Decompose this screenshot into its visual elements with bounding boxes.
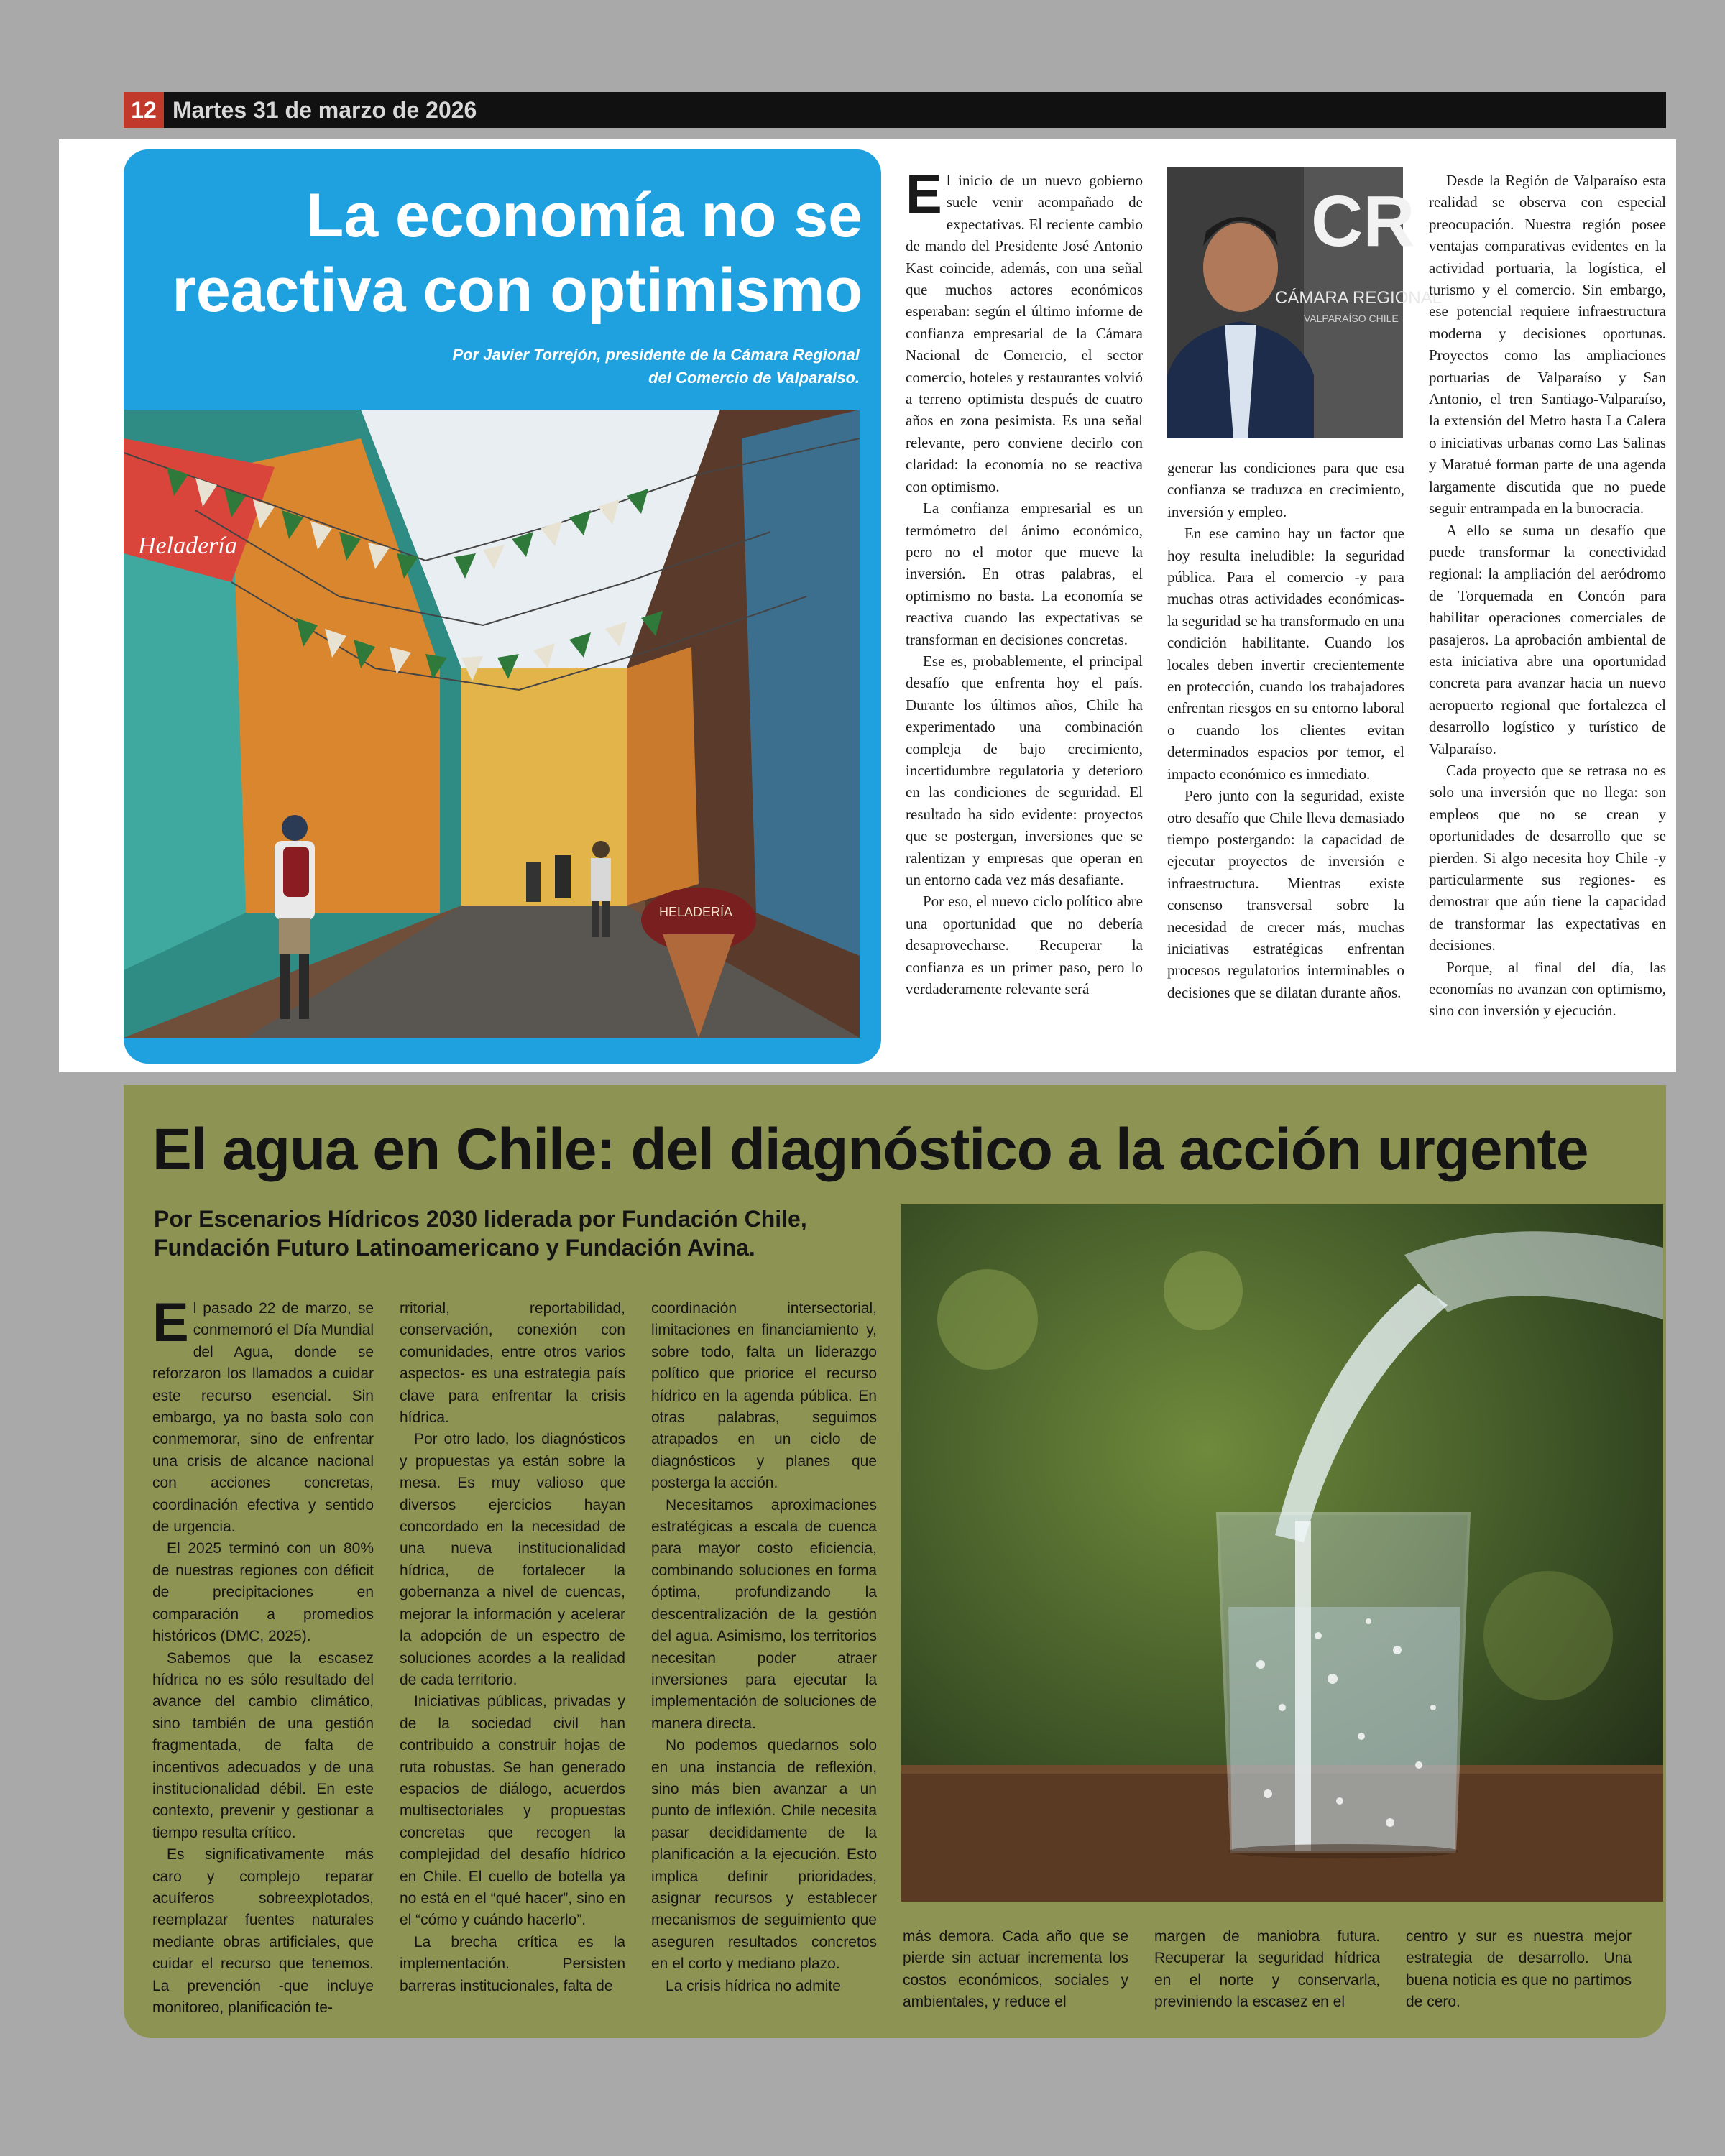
paragraph: margen de maniobra futura. Recuperar la seguridad hídrica en el norte y conservarla, previniendo la escasez en el [1154, 1928, 1380, 2011]
paragraph: A ello se suma un desafío que puede transformar la conectividad regional: la ampliación del aeródromo de Torquemada en Concón para habilitar operaciones comerciales de pasajeros. La aprobación ambiental de esta iniciativa abre una oportunidad concreta para avanzar hacia un nuevo aeropuerto regional que fortalezca el desarrollo logístico y turístico de Valparaíso. [1429, 521, 1666, 757]
paragraph: Es significativamente más caro y complejo reparar acuíferos sobreexplotados, reemplazar fuentes naturales mediante obras artificiales, que cuidar el recurso que tenemos. La prevención -que incluye monitoreo, planificación te- [152, 1846, 374, 2016]
article2-column-1 [152, 1292, 374, 2019]
paragraph: La crisis hídrica no admite [666, 1977, 841, 1994]
author-portrait [1167, 167, 1443, 438]
heladeria-sign: Heladería [138, 533, 237, 559]
paragraph: coordinación intersectorial, limitaciones en financiamiento y, sobre todo, falta un liderazgo político que priorice el recurso hídrico en la agenda pública. En otras palabras, seguimos atrapados en un ciclo de diagnósticos y planes que posterga la acción. [651, 1300, 877, 1492]
page-header [124, 92, 1666, 128]
street-photo [124, 410, 860, 1038]
article2-title: El agua en Chile: del diagnóstico a la acción urgente [152, 1117, 1588, 1182]
paragraph: Cada proyecto que se retrasa no es solo una inversión que no llega: son empleos que no se crean y oportunidades de desarrollo que se pierden. Si algo necesita hoy Chile -y particularmente sus regiones- es demostrar que aún tiene la capacidad de transformar las expectativas en decisiones. [1429, 761, 1666, 954]
logo-subtitle: VALPARAÍSO CHILE [1304, 313, 1399, 324]
paragraph: generar las condiciones para que esa confianza se traduzca en crecimiento, inversión y empleo. [1167, 459, 1404, 520]
article2-column-4 [903, 1926, 1128, 2014]
article1-title: La economía no se reactiva con optimismo [172, 181, 862, 325]
svg-text:CR: CR [1311, 181, 1415, 262]
camara-regional-logo: CÁMARA REGIONAL [1275, 288, 1443, 308]
paragraph: El 2025 terminó con un 80% de nuestras regiones con déficit de precipitaciones en comparación a promedios históricos (DMC, 2025). [152, 1540, 374, 1645]
article1-byline: Por Javier Torrejón, presidente de la Cámara Regional del Comercio de Valparaíso. [452, 346, 860, 387]
page-date: Martes 31 de marzo de 2026 [172, 97, 477, 123]
paragraph: Necesitamos aproximaciones estratégicas a escala de cuenca para mayor costo eficiencia, combinando soluciones en forma óptima, profundizando la descentralización de la gestión del agua. Asimismo, los territorios necesitan poder atraer inversiones para ejecutar la implementación de soluciones de manera directa. [651, 1496, 877, 1732]
water-glass-image [901, 1204, 1663, 1902]
article2-column-2 [400, 1298, 625, 1997]
paragraph: La confianza empresarial es un termómetro del ánimo económico, pero no el motor que mueve la inversión. En otras palabras, el optimismo no basta. La economía se reactiva cuando las expectativas se transforman en decisiones concretas. [906, 499, 1143, 648]
page-number: 12 [124, 92, 164, 128]
heladeria-sign-2: HELADERÍA [659, 905, 733, 919]
article1-column-3 [1429, 170, 1666, 1022]
article2-column-5 [1154, 1926, 1380, 2014]
article2-byline: Por Escenarios Hídricos 2030 liderada por Fundación Chile, Fundación Futuro Latinoamericano y Fundación Avina. [154, 1206, 807, 1261]
paragraph: La brecha crítica es la implementación. Persisten barreras institucionales, falta de [400, 1933, 625, 1994]
paragraph: Por eso, el nuevo ciclo político abre una oportunidad que no debería desaprovecharse. Recuperar la confianza es un primer paso, pero lo verdaderamente relevante será [906, 893, 1143, 998]
paragraph: Pero junto con la seguridad, existe otro desafío que Chile lleva demasiado tiempo postergando: la capacidad de ejecutar proyectos de inversión e infraestructura. Mientras existe consenso transversal sobre la necesidad de crecer más, muchas iniciativas estratégicas enfrentan procesos regulatorios interminables o decisiones que se dilatan durante años. [1167, 787, 1404, 1001]
dropcap: E [152, 1292, 189, 1353]
paragraph: No podemos quedarnos solo en una instancia de reflexión, sino más bien avanzar a un punto de inflexión. Chile necesita pasar decididamente de la planificación a la ejecución. Esto implica definir prioridades, asignar recursos y establecer mecanismos de seguimiento que aseguren resultados concretos en el corto y mediano plazo. [651, 1737, 877, 1973]
article1-column-2 [1167, 457, 1404, 1003]
valparaiso-street-image [124, 410, 860, 1038]
paragraph: centro y sur es nuestra mejor estrategia de desarrollo. Una buena noticia es que no partimos de cero. [1406, 1928, 1632, 2011]
article2-column-3 [651, 1298, 877, 1997]
author-photo [1167, 167, 1443, 438]
paragraph: rritorial, reportabilidad, conservación, conexión con comunidades, entre otros varios aspectos- es una estrategia país clave para enfrentar la crisis hídrica. [400, 1300, 625, 1427]
paragraph: En ese camino hay un factor que hoy resulta ineludible: la seguridad pública. Para el comercio -y para muchas otras actividades económicas- la seguridad se ha transformado en una condición habilitante. Cuando los locales deben invertir crecientemente en protección, cuando los trabajadores enfrentan riesgos en su entorno laboral o cuando los clientes evitan determinados espacios por temor, el impacto económico es inmediato. [1167, 525, 1404, 783]
paragraph: l pasado 22 de marzo, se conmemoró el Día Mundial del Agua, donde se reforzaron los llamados a cuidar este recurso esencial. Sin embargo, ya no basta solo con conmemorar, sino de enfrentar una crisis de alcance nacional con acciones concretas, coordinación efectiva y sentido de urgencia. [152, 1300, 374, 1536]
paragraph: Iniciativas públicas, privadas y de la sociedad civil han contribuido a construir hojas de ruta robustas. Se han generado espacios de diálogo, acuerdos multisectoriales y propuestas concretas que recogen la complejidad del desafío hídrico en Chile. El cuello de botella ya no está en el “qué hacer”, sino en el “cómo y cuándo hacerlo”. [400, 1693, 625, 1929]
paragraph: Por otro lado, los diagnósticos y propuestas ya están sobre la mesa. Es muy valioso que diversos ejercicios hayan concordado en la necesidad de una nueva institucionalidad hídrica, de fortalecer la gobernanza a nivel de cuencas, mejorar la información y acelerar la adopción de un espectro de soluciones acordes a la realidad de cada territorio. [400, 1431, 625, 1688]
dropcap: E [906, 164, 942, 225]
paragraph: más demora. Cada año que se pierde sin actuar incrementa los costos económicos, sociales y ambientales, y reduce el [903, 1928, 1128, 2011]
paragraph: Ese es, probablemente, el principal desafío que enfrenta hoy el país. Durante los últimos años, Chile ha experimentado una combinación compleja de bajo crecimiento, incertidumbre regulatoria y deterioro en las condiciones de seguridad. El resultado ha sido evidente: proyectos que se postergan, inversiones que se ralentizan y empresas que operan en un entorno cada vez más desafiante. [906, 652, 1143, 888]
paragraph: Porque, al final del día, las economías no avanzan con optimismo, sino con inversión y ejecución. [1429, 958, 1666, 1020]
paragraph: Sabemos que la escasez hídrica no es sólo resultado del avance del cambio climático, sino también de una gestión fragmentada, de falta de incentivos adecuados y de una institucionalidad débil. En este contexto, prevenir y gestionar a tiempo resulta crítico. [152, 1649, 374, 1841]
paragraph: Desde la Región de Valparaíso esta realidad se observa con especial preocupación. Nuestra región posee ventajas comparativas evidentes en la actividad portuaria, la logística, el turismo y el comercio. Sin embargo, ese potencial requiere infraestructura moderna y decisiones oportunas. Proyectos como las ampliaciones portuarias de Valparaíso y San Antonio, el tren Santiago-Valparaíso, la extensión del Metro hasta La Calera o iniciativas urbanas como Las Salinas y Maratué forman parte de una agenda largamente discutida que no puede seguir entrampada en la burocracia. [1429, 172, 1666, 517]
paragraph: l inicio de un nuevo gobierno suele venir acompañado de expectativas. El reciente cambio de mando del Presidente José Antonio Kast coincide, además, con una señal que muchos actores económicos esperaban: según el último informe de confianza empresarial de la Cámara Nacional de Comercio, el sector comercio, hoteles y restaurantes volvió a terreno optimista después de cuatro años en zona pesimista. Es una señal relevante, pero conviene decirlo con claridad: la economía no se reactiva con optimismo. [906, 172, 1143, 495]
water-glass-photo [901, 1204, 1663, 1902]
article2-column-6 [1406, 1926, 1632, 2014]
article1-column-1 [906, 164, 1143, 1000]
